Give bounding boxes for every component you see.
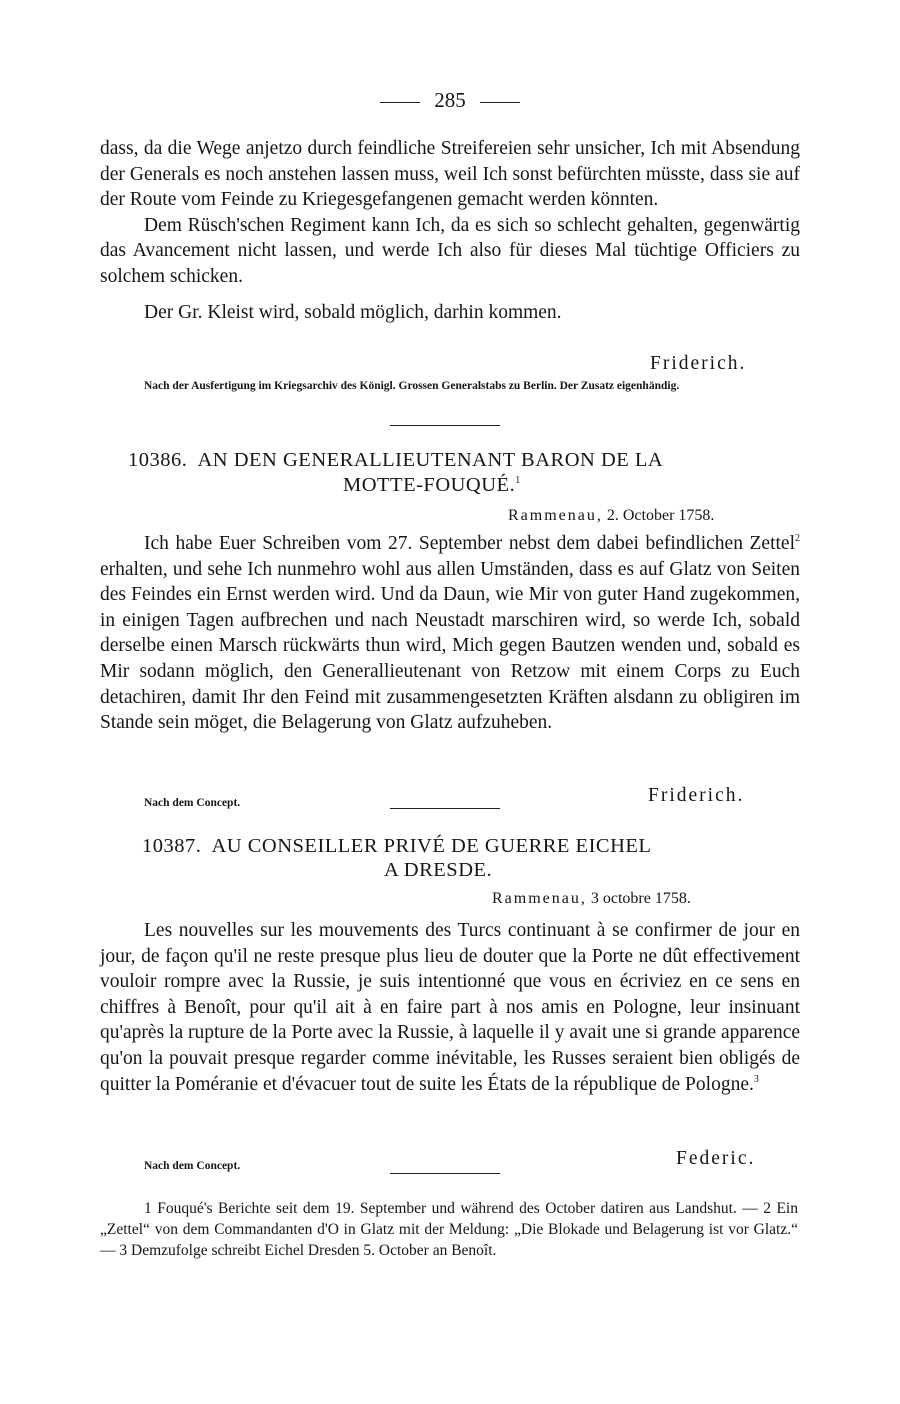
footnotes-text: 1 Fouqué's Berichte seit dem 19. September und während des October datiren aus Landshut. — 2 Ein „Zettel“ von dem Commandanten d'O in Glatz mit der Meldung: „Die Blokade und Belagerung ist vor Glatz.“ — 3 Demzufolge schreibt Eichel Dresden 5. October an Benoît.: [100, 1200, 798, 1259]
date: 3 octobre 1758.: [590, 890, 691, 907]
signature-friderich-1: Friderich.: [650, 353, 747, 374]
heading-line-2: A DRESDE.: [384, 859, 493, 881]
continuation-paragraph-1: dass, da die Wege anjetzo durch feindliche Streifereien sehr unsicher, Ich mit Absendung der Generals es noch anstehen lassen muss, weil Ich sonst befürchten müsste, dass sie auf der Route vom Feinde zu Kriegesgefangenen gemacht werden könnten.: [100, 138, 800, 211]
letter-text-part-2: erhalten, und sehe Ich nunmehro wohl aus allen Umständen, dass es auf Glatz von Seiten des Feindes ein Ernst werden wird. Und da Daun, wie Mir von guter Hand zugekommen, in einigen Tagen aufbrechen und nach Neustadt marschiren wird, so werde Ich, sobald derselbe einen Marsch rückwärts thun wird, Mich gegen Bautzen wenden und, sobald es Mir sodann möglich, den Generallieutenant von Retzow mit einem Corps zu Euch detachiren, damit Ihr den Feind mit zusammengesetzten Kräften alsdann zu obligiren im Stande sein möget, die Belagerung von Glatz aufzuheben.: [100, 558, 800, 734]
heading-line-1: AN DEN GENERALLIEUTENANT BARON DE LA: [197, 449, 664, 471]
page-number-line: [0, 88, 900, 113]
letter-heading-10387-line2: [384, 858, 492, 883]
footnote-ref-2: 2: [795, 533, 800, 544]
source-note-3: Nach dem Concept.: [144, 1160, 241, 1172]
letter-body-10387: [100, 918, 800, 1097]
page-number: 285: [434, 88, 466, 112]
letter-paragraph: [100, 531, 800, 736]
section-divider-2: [390, 808, 500, 809]
letter-text-part-1: Ich habe Euer Schreiben vom 27. September nebst dem dabei befindlichen Zettel: [144, 533, 795, 554]
letter-paragraph: [100, 918, 800, 1097]
page-number-dash-left: [380, 102, 420, 103]
date: 2. October 1758.: [606, 507, 715, 524]
letter-heading-10386-line2: [343, 473, 521, 498]
heading-line-1: AU CONSEILLER PRIVÉ DE GUERRE EICHEL: [211, 835, 652, 857]
signature-federic: Federic.: [676, 1148, 756, 1169]
letter-heading-10387: [142, 834, 651, 859]
source-note-2: Nach dem Concept.: [144, 797, 241, 809]
footnote-ref-3: 3: [753, 1073, 759, 1085]
letter-heading-10386: [128, 448, 663, 473]
heading-line-2: MOTTE-FOUQUÉ.: [343, 474, 516, 496]
footnote-ref-1: 1: [515, 475, 521, 486]
letter-body-10386: [100, 531, 800, 736]
section-divider-3: [390, 1173, 500, 1174]
continuation-text: [100, 136, 800, 325]
continuation-paragraph-3: Der Gr. Kleist wird, sobald möglich, darhin kommen.: [144, 301, 562, 323]
section-divider-1: [390, 425, 500, 426]
dateline-10387: [492, 890, 691, 908]
page-number-dash-right: [480, 102, 520, 103]
letter-number: 10387.: [142, 835, 202, 857]
continuation-paragraph-2: Dem Rüsch'schen Regiment kann Ich, da es sich so schlecht gehalten, gegenwärtig das Avancement nicht lassen, und werde Ich also für dieses Mal tüchtige Officiers zu solchem schicken.: [100, 214, 800, 287]
source-note-1: Nach der Ausfertigung im Kriegsarchiv des Königl. Grossen Generalstabs zu Berlin. Der Zusatz eigenhändig.: [144, 380, 680, 392]
place: Rammenau,: [508, 507, 603, 524]
letter-text: Les nouvelles sur les mouvements des Turcs continuant à se confirmer de jour en jour, de façon qu'il ne reste presque plus lieu de douter que la Porte ne dût effectivement vouloir rompre avec la Russie, je suis intentionné que vous en écriviez en ce sens en chiffres à Benoît, pour qu'il ait à en faire part à nos amis en Pologne, leur insinuant qu'après la rupture de la Porte avec la Russie, à laquelle il y avait une si grande apparence qu'on la pouvait presque regarder comme inévitable, les Russes seraient bien obligés de quitter la Poméranie et d'évacuer tout de suite les États de la république de Pologne.: [100, 920, 800, 1095]
footnotes: [100, 1198, 798, 1261]
place: Rammenau,: [492, 890, 587, 907]
dateline-10386: [508, 507, 714, 525]
letter-number: 10386.: [128, 449, 188, 471]
signature-friderich-2: Friderich.: [648, 785, 745, 806]
